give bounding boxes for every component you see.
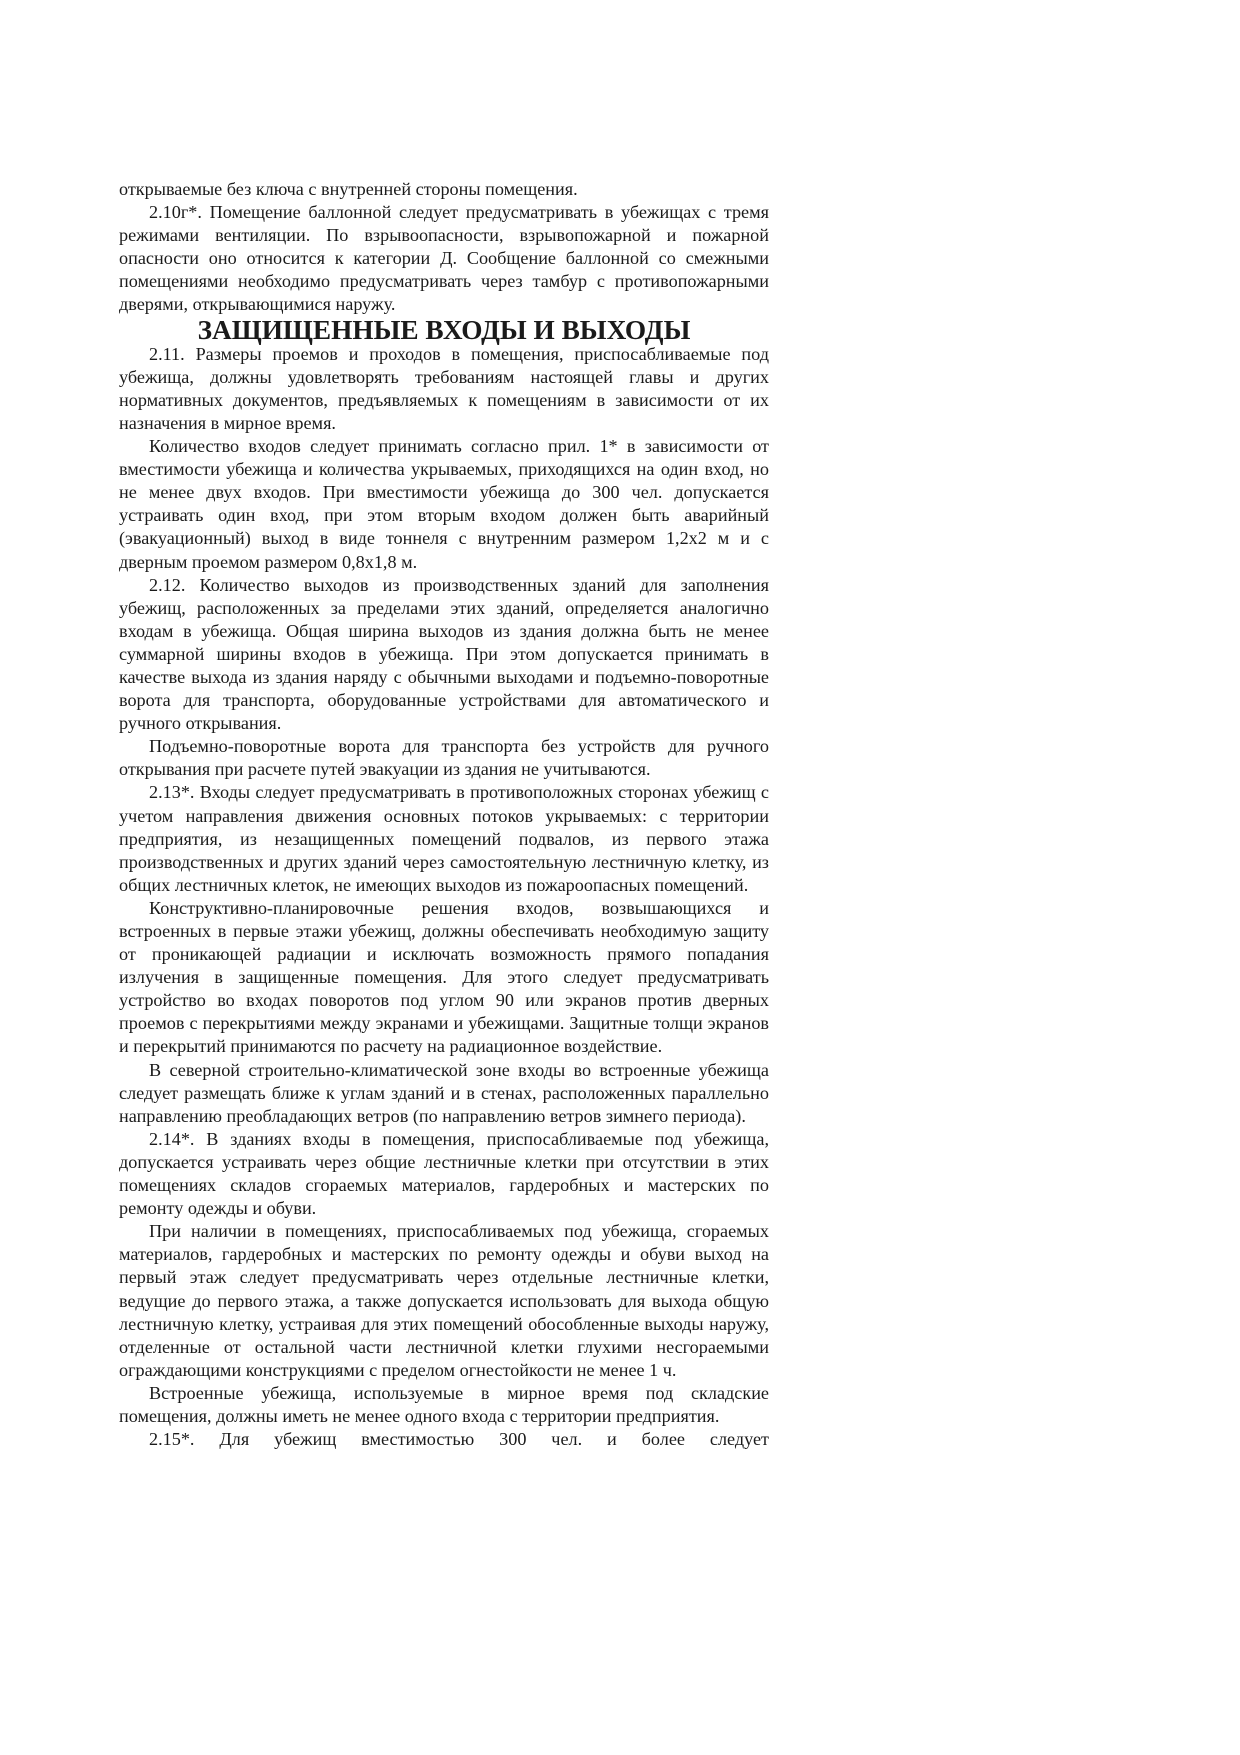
- paragraph-2-14: 2.14*. В зданиях входы в помещения, приспосабливаемые под убежища, допускается устраивать через общие лестничные клетки при отсутствии в этих помещениях складов сгораемых материалов, гардеробных и мастерских по ремонту одежды и обуви.: [119, 1128, 769, 1219]
- paragraph-combustible-materials: При наличии в помещениях, приспосабливаемых под убежища, сгораемых материалов, гардеробных и мастерских по ремонту одежды и обуви выход на первый этаж следует предусматривать через отдельные лестничные клетки, ведущие до первого этажа, а также допускается использовать для выхода общую лестничную клетку, устраивая для этих помещений обособленные выходы наружу, отделенные от остальной части лестничной клетки глухими несгораемыми ограждающими конструкциями с пределом огнестойкости не менее 1 ч.: [119, 1221, 769, 1380]
- paragraph-built-in-shelters: Встроенные убежища, используемые в мирное время под складские помещения, должны иметь не менее одного входа с территории предприятия.: [119, 1382, 769, 1426]
- paragraph-continuation: открываемые без ключа с внутренней стороны помещения.: [119, 179, 578, 199]
- section-heading: ЗАЩИЩЕННЫЕ ВХОДЫ И ВЫХОДЫ: [197, 314, 691, 345]
- paragraph-northern-zone: В северной строительно-климатической зоне входы во встроенные убежища следует размещать ближе к углам зданий и в стенах, расположенных параллельно направлению преобладающих ветров (по направлению ветров зимнего периода).: [119, 1059, 769, 1126]
- document-page: [119, 178, 769, 1451]
- paragraph-2-15: 2.15*. Для убежищ вместимостью 300 чел. и более следует: [149, 1429, 769, 1450]
- paragraph-gates: Подъемно-поворотные ворота для транспорта без устройств для ручного открывания при расчете путей эвакуации из здания не учитываются.: [119, 736, 769, 780]
- paragraph-design-solutions: Конструктивно-планировочные решения входов, возвышающихся и встроенных в первые этажи убежищ, должны обеспечивать необходимую защиту от проникающей радиации и исключать возможность прямого попадания излучения в защищенные помещения. Для этого следует предусматривать устройство во входах поворотов под углом 90 или экранов против дверных проемов с перекрытиями между экранами и убежищами. Защитные толщи экранов и перекрытий принимаются по расчету на радиационное воздействие.: [119, 897, 769, 1057]
- paragraph-2-12: 2.12. Количество выходов из производственных зданий для заполнения убежищ, расположенных за пределами этих зданий, определяется аналогично входам в убежища. Общая ширина выходов из здания должна быть не менее суммарной ширины входов в убежища. При этом допускается принимать в качестве выхода из здания наряду с обычными выходами и подъемно-поворотные ворота для транспорта, оборудованные устройствами для автоматического и ручного открывания.: [119, 574, 769, 734]
- paragraph-2-11: 2.11. Размеры проемов и проходов в помещения, приспосабливаемые под убежища, должны удовлетворять требованиям настоящей главы и других нормативных документов, предъявляемых к помещениям в зависимости от их назначения в мирное время.: [119, 343, 769, 433]
- paragraph-entrances-count: Количество входов следует принимать согласно прил. 1* в зависимости от вместимости убежища и количества укрываемых, приходящихся на один вход, но не менее двух входов. При вместимости убежища до 300 чел. допускается устраивать один вход, при этом вторым входом должен быть аварийный (эвакуационный) выход в виде тоннеля с внутренним размером 1,2х2 м и с дверным проемом размером 0,8х1,8 м.: [119, 436, 769, 572]
- paragraph-2-13: 2.13*. Входы следует предусматривать в противоположных сторонах убежищ с учетом направления движения основных потоков укрываемых: с территории предприятия, из незащищенных помещений подвалов, из первого этажа производственных и других зданий через самостоятельную лестничную клетку, из общих лестничных клеток, не имеющих выходов из пожароопасных помещений.: [119, 782, 769, 895]
- paragraph-2-10g: 2.10г*. Помещение баллонной следует предусматривать в убежищах с тремя режимами вентиляции. По взрывоопасности, взрывопожарной и пожарной опасности оно относится к категории Д. Сообщение баллонной со смежными помещениями необходимо предусматривать через тамбур с противопожарными дверями, открывающимися наружу.: [119, 202, 769, 315]
